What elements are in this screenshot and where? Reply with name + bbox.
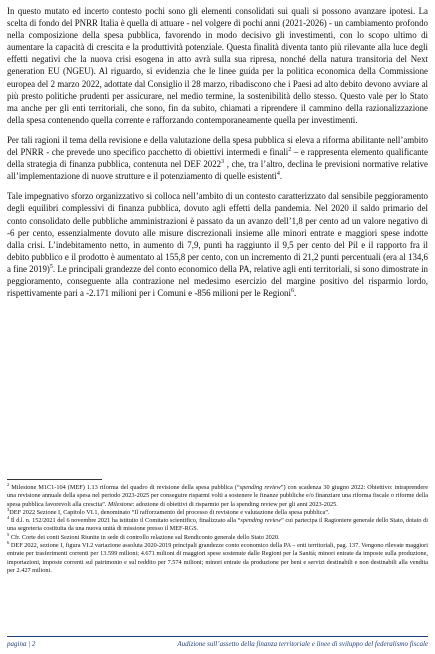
paragraph-3	[7, 190, 428, 299]
footnote-2	[7, 481, 428, 509]
footnote-number: 3	[7, 506, 10, 512]
footnote-6	[7, 542, 428, 575]
footnote-ref[interactable]: 2	[288, 147, 292, 154]
footnote-4	[7, 517, 428, 534]
footnote-3	[7, 506, 428, 517]
body-text	[7, 5, 428, 307]
footnotes	[7, 481, 428, 575]
footnote-ref[interactable]: 6	[290, 288, 294, 295]
footnote-text: Il d.l. n. 152/2021 del 6 novembre 2021 ha istituito il Comitato scientifico, finalizzato alla “	[9, 517, 241, 525]
footnote-text: ”) con scadenza 30 giugno 2022: Obiettivo: intraprendere una revisione annuale della spesa nel periodo 2023-2025 per conseguire risparmi volti a sostenere le finanze pubbliche e/o finanziare una riforma fiscale o riforme della spesa pubblica favorevoli alla crescita”.	[7, 484, 428, 508]
footer-divider	[7, 636, 428, 637]
page-number: pagina | 2	[7, 640, 36, 648]
footnote-number: 4	[7, 515, 10, 521]
footnote-ref[interactable]: 3	[221, 159, 225, 166]
paragraph-text: Per tali ragioni il tema della revisione e della valutazione della spesa pubblica si eleva a riforma abilitante nell’ambito del PNRR - che prevede uno specifico pacchetto di obiettivi intermedi e finali	[7, 134, 428, 158]
footnote-text: : adozione di obiettivi di risparmio per la spending review per gli anni 2023-2025.	[132, 500, 338, 508]
footnote-text: Cfr. Corte dei conti Sezioni Riunite in sede di controllo relazione sul Rendiconto generale dello Stato 2020.	[9, 533, 280, 541]
page-footer	[7, 640, 428, 652]
footer-title: Audizione sull’assetto della finanza territoriale e linee di sviluppo del federalismo fiscale	[177, 640, 428, 648]
paragraph-text: , che, tra l’altro, declina le previsioni normative relative all’implementazione di nuove strutture e il potenziamento di quelle esistenti	[7, 159, 428, 182]
paragraph-text: .	[293, 288, 297, 299]
paragraph-text: .	[279, 171, 283, 182]
paragraph-text: – e rappresenta elemento qualificante della strategia di finanza pubblica, contenuta nel DEF 2022	[7, 147, 428, 170]
footnote-number: 5	[7, 531, 10, 537]
footnote-5	[7, 531, 428, 542]
footnote-text: ” cui partecipa il Ragioniere generale dello Stato, dotato di una segreteria costituita da una nuova unità di missione presso il MEF-RGS.	[7, 517, 428, 533]
footnote-text: Milestone M1C1-104 (MEF) 1.13 riforma del quadro di revisione della spesa pubblica (“	[9, 484, 240, 491]
footnote-number: 2	[7, 481, 10, 487]
paragraph-text: . Le principali grandezze del conto economico della PA, relative agli enti territoriali, si sono dimostrate in peggioramento, conseguente alla contrazione nel medesimo esercizio del margine positivo del risparmio lordo, rispettivamente pari a -2.171 milioni per i Comuni e -856 milioni per le Regioni	[7, 263, 428, 299]
footnote-italic: spending review	[240, 517, 281, 525]
footnote-number: 6	[7, 540, 10, 545]
footnote-italic: Milestone	[108, 500, 133, 508]
footnote-ref[interactable]: 4	[276, 171, 280, 178]
paragraph-text: Tale impegnativo sforzo organizzativo si colloca nell’ambito di un contesto caratterizzato dal sensibile peggioramento degli equilibri complessivi di finanza pubblica, dovuto agli effetti della pandemia. Nel 2020 il saldo primario del conto consolidato delle pubbliche amministrazioni è passato da un avanzo dell’1,8 per cento ad un valore negativo di -6 per cento, essenzialmente dovuto alle misure discrezionali insieme alle minori entrate e maggiori spese indotte dalla crisi. L’indebitamento netto, in aumento di 7,9, punti ha raggiunto il 9,5 per cento del Pil e il rapporto fra il debito pubblico e il prodotto è aumentato al 155,8 per cento, con un incremento di 21,2 punti percentuali (era al 134,6 a fine 2019)	[7, 191, 428, 274]
paragraph-text: In questo mutato ed incerto contesto pochi sono gli elementi consolidati sui quali si possono avanzare ipotesi. La scelta di fondo del PNRR Italia è quella di attuare - nel volgere di pochi anni (2021-2026) - un cambiamento profondo nella composizione della spesa pubblica, favorendo in modo decisivo gli investimenti, con lo scopo ultimo di aumentare la capacità di crescita e la produttività potenziale. Questa finalità diventa tanto più rilevante alla luce degli effetti negativi che la nuova crisi esogena in atto avrà sulla sua ripresa, nonché della natura transitoria del Next generation EU (NGEU). Al riguardo, si evidenzia che le linee guida per la politica economica della Commissione europea del 2 marzo 2022, adottate dal Consiglio il 28 marzo, ribadiscono che i Paesi ad alto debito devono avviare al più presto politiche prudenti per assicurare, nel medio termine, la sostenibilità dello stesso. Questo vale per lo Stato ma anche per gli enti territoriali, che sono, fin da subito, chiamati a riprendere il cammino della razionalizzazione della spesa contenendo quella corrente e rafforzando contemporaneamente quella per investimenti.	[7, 6, 428, 125]
footnote-text: DEF 2022, sezione I, figura VI.2 variazione assoluta 2020-2019 principali grandezze conto economico della PA – enti territoriali, pag. 137. Vengono rilevate maggiori entrate per trasferimenti correnti per 13.599 milioni; 4.671 milioni di maggiori spese sostenute dalle Regioni per la Sanità; minori entrate da imposte sulla produzione, importazioni, imposte correnti sul patrimonio e sul reddito per 7.574 milioni; minori entrate da produzione per beni e servizi destinabili e non destinabili alla vendita per 2.427 milioni.	[7, 542, 428, 574]
paragraph-2	[7, 134, 428, 182]
footnote-text: DEF 2022 Sezione I, Capitolo VI.1, denominato “Il rafforzamento del processo di revisione e valutazione della spesa pubblica”.	[9, 508, 330, 516]
footnote-divider	[7, 479, 102, 480]
paragraph-1	[7, 5, 428, 126]
footnote-italic: spending review	[239, 484, 281, 491]
footnote-ref[interactable]: 5	[49, 263, 53, 270]
